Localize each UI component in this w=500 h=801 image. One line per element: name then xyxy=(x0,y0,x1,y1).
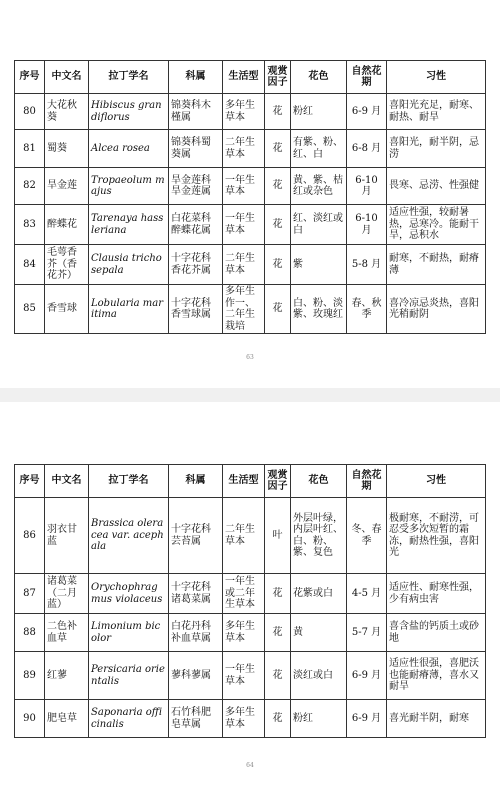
cell-habit: 适应性很强，喜肥沃也能耐瘠薄，喜水又耐旱 xyxy=(387,652,486,700)
header-ornamental-factor: 观赏因子 xyxy=(265,61,291,94)
cell-no: 87 xyxy=(15,574,45,614)
cell-no: 81 xyxy=(15,130,45,168)
cell-chinese-name: 红蓼 xyxy=(45,652,89,700)
cell-flowering-period: 5-7 月 xyxy=(347,614,387,652)
cell-no: 86 xyxy=(15,498,45,574)
cell-habit: 喜阳光充足，耐寒、耐热、耐旱 xyxy=(387,94,486,130)
cell-family-genus: 锦葵科蜀葵属 xyxy=(169,130,223,168)
table-row xyxy=(15,130,486,168)
page-number: 63 xyxy=(246,354,254,361)
cell-habit: 耐寒，不耐热，耐瘠薄 xyxy=(387,245,486,285)
header-life-form: 生活型 xyxy=(223,61,265,94)
cell-habit: 喜光耐半阴，耐寒 xyxy=(387,700,486,738)
table-row xyxy=(15,94,486,130)
header-life-form: 生活型 xyxy=(223,465,265,498)
cell-habit: 喜阳光，耐半阴，忌涝 xyxy=(387,130,486,168)
document-page-64 xyxy=(0,402,500,801)
cell-ornamental-factor: 花 xyxy=(265,130,291,168)
cell-ornamental-factor: 花 xyxy=(265,285,291,334)
cell-flowering-period: 6-9 月 xyxy=(347,700,387,738)
cell-life-form: 多年生作一、二年生栽培 xyxy=(223,285,265,334)
cell-ornamental-factor: 花 xyxy=(265,245,291,285)
cell-flowering-period: 6-8 月 xyxy=(347,130,387,168)
cell-flower-color: 外层叶绿，内层叶红、白、粉、紫、复色 xyxy=(291,498,347,574)
table-row xyxy=(15,168,486,205)
cell-family-genus: 十字花科诸葛菜属 xyxy=(169,574,223,614)
table-header-row xyxy=(15,61,486,94)
header-habit: 习性 xyxy=(387,465,486,498)
cell-chinese-name: 醉蝶花 xyxy=(45,205,89,245)
cell-latin-name: Tarenaya hassleriana xyxy=(89,205,169,245)
table-row xyxy=(15,700,486,738)
cell-family-genus: 十字花科香花芥属 xyxy=(169,245,223,285)
cell-life-form: 二年生草本 xyxy=(223,130,265,168)
table-row xyxy=(15,285,486,334)
cell-flowering-period: 6-9 月 xyxy=(347,94,387,130)
page-number: 64 xyxy=(246,762,254,769)
cell-latin-name: Saponaria officinalis xyxy=(89,700,169,738)
cell-habit: 喜含盐的钙质土或砂地 xyxy=(387,614,486,652)
cell-ornamental-factor: 花 xyxy=(265,205,291,245)
cell-no: 84 xyxy=(15,245,45,285)
header-flowering-period: 自然花期 xyxy=(347,465,387,498)
cell-habit: 适应性强，较耐暑热，忌寒冷。能耐干旱，忌积水 xyxy=(387,205,486,245)
header-ornamental-factor: 观赏因子 xyxy=(265,465,291,498)
cell-no: 89 xyxy=(15,652,45,700)
header-no: 序号 xyxy=(15,61,45,94)
plant-table-page-63 xyxy=(14,60,486,334)
cell-chinese-name: 诸葛菜（二月蓝） xyxy=(45,574,89,614)
cell-chinese-name: 羽衣甘蓝 xyxy=(45,498,89,574)
header-habit: 习性 xyxy=(387,61,486,94)
cell-flower-color: 粉红 xyxy=(291,700,347,738)
header-latin-name: 拉丁学名 xyxy=(89,61,169,94)
cell-no: 80 xyxy=(15,94,45,130)
cell-flowering-period: 4-5 月 xyxy=(347,574,387,614)
cell-latin-name: Limonium bicolor xyxy=(89,614,169,652)
cell-ornamental-factor: 花 xyxy=(265,574,291,614)
plant-table-page-64 xyxy=(14,464,486,738)
cell-chinese-name: 肥皂草 xyxy=(45,700,89,738)
header-chinese-name: 中文名 xyxy=(45,61,89,94)
cell-latin-name: Clausia trichosepala xyxy=(89,245,169,285)
cell-ornamental-factor: 花 xyxy=(265,168,291,205)
cell-latin-name: Persicaria orientalis xyxy=(89,652,169,700)
cell-life-form: 一年生草本 xyxy=(223,205,265,245)
cell-latin-name: Orychophragmus violaceus xyxy=(89,574,169,614)
cell-family-genus: 石竹科肥皂草属 xyxy=(169,700,223,738)
cell-no: 90 xyxy=(15,700,45,738)
cell-habit: 适应性、耐寒性强，少有病虫害 xyxy=(387,574,486,614)
cell-flower-color: 白、粉、淡紫、玫瑰红 xyxy=(291,285,347,334)
cell-chinese-name: 大花秋葵 xyxy=(45,94,89,130)
table-row xyxy=(15,652,486,700)
cell-flower-color: 有紫、粉、红、白 xyxy=(291,130,347,168)
cell-life-form: 一年生或二年生草本 xyxy=(223,574,265,614)
header-flowering-period: 自然花期 xyxy=(347,61,387,94)
cell-chinese-name: 蜀葵 xyxy=(45,130,89,168)
cell-family-genus: 旱金莲科旱金莲属 xyxy=(169,168,223,205)
cell-life-form: 一年生草本 xyxy=(223,652,265,700)
table-row xyxy=(15,245,486,285)
cell-chinese-name: 二色补血草 xyxy=(45,614,89,652)
cell-no: 83 xyxy=(15,205,45,245)
cell-flowering-period: 6-9 月 xyxy=(347,652,387,700)
cell-life-form: 一年生草本 xyxy=(223,168,265,205)
cell-family-genus: 白花丹科补血草属 xyxy=(169,614,223,652)
cell-life-form: 多年生草本 xyxy=(223,94,265,130)
cell-family-genus: 锦葵科木槿属 xyxy=(169,94,223,130)
header-family-genus: 科属 xyxy=(169,61,223,94)
cell-flowering-period: 冬、春季 xyxy=(347,498,387,574)
header-flower-color: 花色 xyxy=(291,465,347,498)
cell-chinese-name: 旱金莲 xyxy=(45,168,89,205)
cell-ornamental-factor: 叶 xyxy=(265,498,291,574)
cell-latin-name: Hibiscus grandiflorus xyxy=(89,94,169,130)
cell-habit: 畏寒、忌涝、性强健 xyxy=(387,168,486,205)
cell-no: 82 xyxy=(15,168,45,205)
cell-no: 85 xyxy=(15,285,45,334)
cell-flower-color: 黄 xyxy=(291,614,347,652)
cell-family-genus: 蓼科蓼属 xyxy=(169,652,223,700)
cell-family-genus: 十字花科芸苔属 xyxy=(169,498,223,574)
cell-flowering-period: 春、秋季 xyxy=(347,285,387,334)
cell-family-genus: 十字花科香雪球属 xyxy=(169,285,223,334)
cell-chinese-name: 毛萼香芥（香花芥） xyxy=(45,245,89,285)
cell-ornamental-factor: 花 xyxy=(265,94,291,130)
cell-habit: 喜冷凉忌炎热，喜阳光稍耐阴 xyxy=(387,285,486,334)
document-page-63 xyxy=(0,0,500,388)
table-row xyxy=(15,614,486,652)
table-header-row xyxy=(15,465,486,498)
cell-no: 88 xyxy=(15,614,45,652)
cell-habit: 极耐寒，不耐涝，可忍受多次短暂的霜冻，耐热性强，喜阳光 xyxy=(387,498,486,574)
cell-flower-color: 淡红或白 xyxy=(291,652,347,700)
table-row xyxy=(15,498,486,574)
header-flower-color: 花色 xyxy=(291,61,347,94)
cell-flower-color: 紫 xyxy=(291,245,347,285)
header-family-genus: 科属 xyxy=(169,465,223,498)
cell-latin-name: Brassica oleracea var. acephala xyxy=(89,498,169,574)
cell-flower-color: 红、淡红或白 xyxy=(291,205,347,245)
cell-life-form: 多年生草本 xyxy=(223,700,265,738)
cell-flower-color: 粉红 xyxy=(291,94,347,130)
cell-latin-name: Tropaeolum majus xyxy=(89,168,169,205)
cell-family-genus: 白花菜科醉蝶花属 xyxy=(169,205,223,245)
cell-ornamental-factor: 花 xyxy=(265,652,291,700)
header-no: 序号 xyxy=(15,465,45,498)
header-latin-name: 拉丁学名 xyxy=(89,465,169,498)
cell-flowering-period: 6-10 月 xyxy=(347,205,387,245)
table-row xyxy=(15,205,486,245)
cell-flower-color: 黄、紫、桔红或杂色 xyxy=(291,168,347,205)
cell-latin-name: Alcea rosea xyxy=(89,130,169,168)
cell-ornamental-factor: 花 xyxy=(265,614,291,652)
cell-ornamental-factor: 花 xyxy=(265,700,291,738)
cell-flowering-period: 6-10 月 xyxy=(347,168,387,205)
cell-chinese-name: 香雪球 xyxy=(45,285,89,334)
table-row xyxy=(15,574,486,614)
cell-flower-color: 花紫或白 xyxy=(291,574,347,614)
cell-flowering-period: 5-8 月 xyxy=(347,245,387,285)
header-chinese-name: 中文名 xyxy=(45,465,89,498)
cell-latin-name: Lobularia maritima xyxy=(89,285,169,334)
cell-life-form: 多年生草本 xyxy=(223,614,265,652)
cell-life-form: 二年生草本 xyxy=(223,498,265,574)
cell-life-form: 二年生草本 xyxy=(223,245,265,285)
